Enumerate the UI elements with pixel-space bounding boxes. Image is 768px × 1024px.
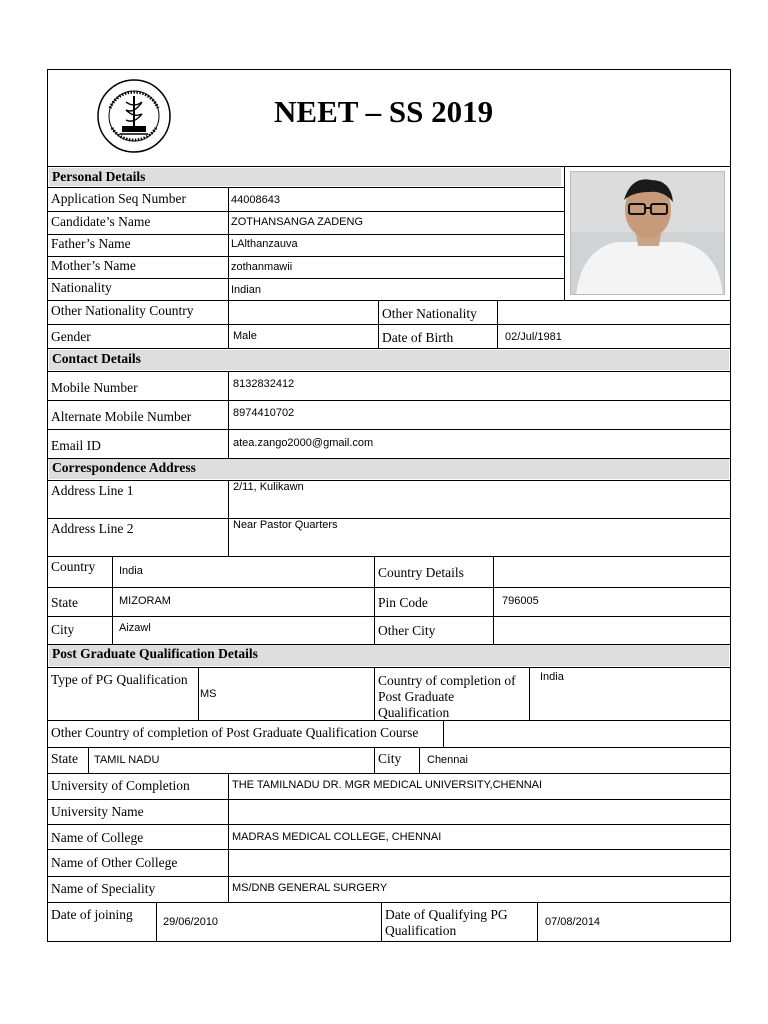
country-label: Country xyxy=(51,559,96,574)
pg-city-label: City xyxy=(378,751,402,766)
college-value: MADRAS MEDICAL COLLEGE, CHENNAI xyxy=(232,831,442,843)
pg-city-value: Chennai xyxy=(427,754,468,766)
mobile-label: Mobile Number xyxy=(51,380,138,395)
dob-label: Date of Birth xyxy=(382,330,454,345)
candidate-photo xyxy=(570,171,725,295)
joining-date-value: 29/06/2010 xyxy=(163,916,219,928)
univ-completion-label: University of Completion xyxy=(51,778,190,793)
father-name-label: Father’s Name xyxy=(51,236,131,251)
univ-completion-value: THE TAMILNADU DR. MGR MEDICAL UNIVERSITY,CHENNAI xyxy=(232,779,543,791)
college-label: Name of College xyxy=(51,830,144,845)
section-contact-details: Contact Details xyxy=(49,350,729,370)
country-value: India xyxy=(119,565,143,577)
alt-mobile-value: 8974410702 xyxy=(233,407,295,419)
other-college-label: Name of Other College xyxy=(51,855,178,870)
pg-state-value: TAMIL NADU xyxy=(94,754,160,766)
other-nationality-label: Other Nationality xyxy=(382,306,477,321)
app-seq-value: 44008643 xyxy=(231,194,280,206)
pg-type-label: Type of PG Qualification xyxy=(51,672,188,687)
address-line1-label: Address Line 1 xyxy=(51,483,134,498)
candidate-name-label: Candidate’s Name xyxy=(51,214,151,229)
country-details-label: Country Details xyxy=(378,565,464,580)
application-form xyxy=(47,69,731,942)
mother-name-value: zothanmawii xyxy=(231,261,293,273)
page-title: NEET – SS 2019 xyxy=(274,94,494,129)
pg-country-completion-label: Country of completion of Post Graduate Qualification xyxy=(378,673,516,720)
joining-date-label: Date of joining xyxy=(51,907,133,922)
section-correspondence-address: Correspondence Address xyxy=(49,459,729,479)
dob-value: 02/Jul/1981 xyxy=(505,331,562,343)
gender-label: Gender xyxy=(51,329,91,344)
nationality-value: Indian xyxy=(231,284,261,296)
qualifying-date-value: 07/08/2014 xyxy=(545,916,601,928)
alt-mobile-label: Alternate Mobile Number xyxy=(51,409,192,424)
email-value: atea.zango2000@gmail.com xyxy=(233,437,374,449)
speciality-label: Name of Speciality xyxy=(51,881,156,896)
other-city-label: Other City xyxy=(378,623,436,638)
pin-code-value: 796005 xyxy=(502,595,539,607)
pg-state-label: State xyxy=(51,751,78,766)
gender-value: Male xyxy=(233,330,257,342)
address-line2-value: Near Pastor Quarters xyxy=(233,519,338,531)
email-label: Email ID xyxy=(51,438,101,453)
address-city-label: City xyxy=(51,622,75,637)
section-personal-details: Personal Details xyxy=(49,168,561,186)
pg-type-value: MS xyxy=(200,688,217,700)
mobile-value: 8132832412 xyxy=(233,378,295,390)
univ-name-label: University Name xyxy=(51,804,144,819)
pg-country-completion-value: India xyxy=(540,671,564,683)
address-city-value: Aizawl xyxy=(119,622,151,634)
mother-name-label: Mother’s Name xyxy=(51,258,136,273)
app-seq-label: Application Seq Number xyxy=(51,191,186,206)
address-state-label: State xyxy=(51,595,78,610)
nbe-seal-icon xyxy=(96,78,172,154)
nationality-label: Nationality xyxy=(51,280,112,295)
pg-other-country-label: Other Country of completion of Post Graduate Qualification Course xyxy=(51,725,419,740)
speciality-value: MS/DNB GENERAL SURGERY xyxy=(232,882,388,894)
pin-code-label: Pin Code xyxy=(378,595,428,610)
address-state-value: MIZORAM xyxy=(119,595,171,607)
address-line1-value: 2/11, Kulikawn xyxy=(233,481,304,493)
other-nationality-country-label: Other Nationality Country xyxy=(51,303,194,318)
address-line2-label: Address Line 2 xyxy=(51,521,134,536)
qualifying-date-label: Date of Qualifying PG Qualification xyxy=(385,907,508,938)
candidate-name-value: ZOTHANSANGA ZADENG xyxy=(231,216,364,228)
section-pg-qualification: Post Graduate Qualification Details xyxy=(49,645,729,666)
father-name-value: LAlthanzauva xyxy=(231,238,298,250)
